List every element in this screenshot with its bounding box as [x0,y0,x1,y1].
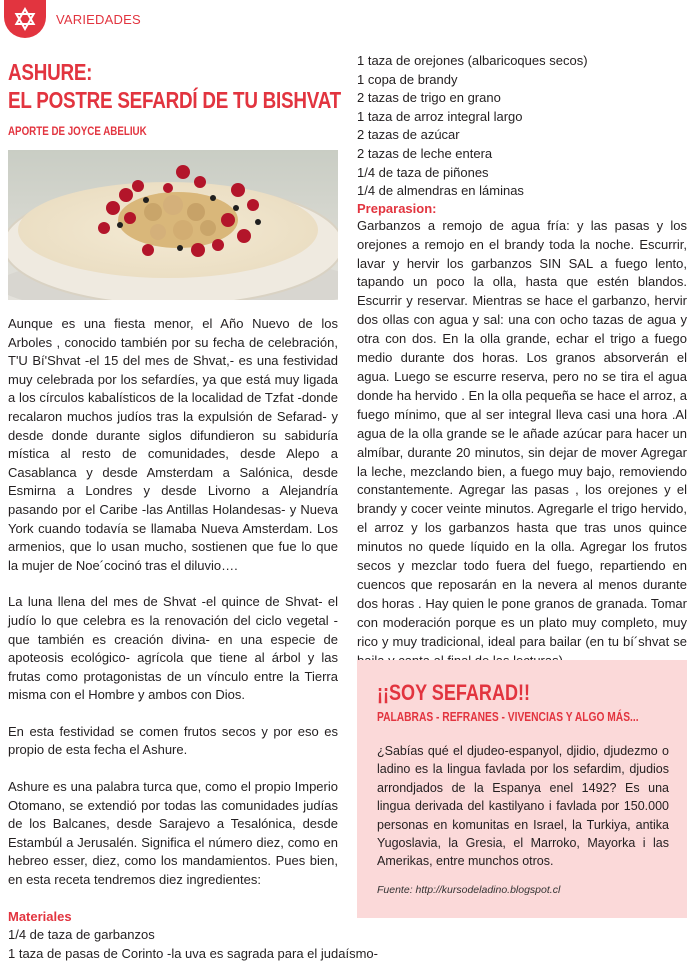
star-of-david-icon [13,7,37,31]
article-title-line-1: ASHURE: [8,59,93,85]
ingredient-item: 1/4 de taza de piñones [357,164,489,180]
article-body-right [357,52,687,671]
ingredients-list-right [357,52,687,201]
paragraph-shvat: La luna llena del mes de Shvat -el quince de Shvat- el judío lo que celebra es la renovación del ciclo vegetal -que también es creación divina- en una especie de apoteosis ecológico- agrícola que tiene al árbol y las frutas como protagonistas de un vínculo entre la Tierra misma con el Hombre y ambos con Dios. [8,594,338,703]
paragraph-intro: Aunque es una fiesta menor, el Año Nuevo de los Arboles , conocido también por su fecha de celebración, T'U Bí'Shvat -el 15 del mes de Shvat,- es una festividad muy celebrada por los sefardíes, ya que está muy ligada a los círculos kabalísticos de la localidad de Tzfat -donde recalaron muchos judíos tras la expulsión de Sefarad- y desde donde durante siglos difundieron su sabiduría mística al resto de comunidades, desde Alepo a Casablanca y desde Amsterdam a Salónica, desde Esmirna a Londres y desde Livorno a Alejandría pasando por el Caribe -las Antillas Holandesas- y Nueva York cuando todavía se llamaba Nueva Amsterdam. Los armenios, que lo usan mucho, sostienen que fue lo que la mujer de Noe´cocinó tras el diluvio…. [8,316,338,573]
ingredient-item: 1 taza de orejones (albaricoques secos) [357,53,588,68]
ingredient-item: 2 tazas de azúcar [357,127,460,143]
paragraph-ashure-meaning: Ashure es una palabra turca que, como el propio Imperio Otomano, se extendió por todas las comunidades judías de los Balcanes, desde Sarajevo a Tesalónica, desde Estambúl a Jerusalén. Significa el número diez, como en hebreo esser, diez, como los mandamientos. Pues bien, en esta receta tendremos diez ingredientes: [8,779,338,888]
section-label: VARIEDADES [56,12,141,27]
preparation-heading: Preparasion: [357,200,437,216]
box-title: ¡¡SOY SEFARAD!! [377,680,531,705]
box-subtitle: PALABRAS - REFRANES - VIVENCIAS Y ALGO MÁS... [377,710,639,724]
ashure-photo [8,150,338,300]
article-body-left [8,315,378,963]
box-text: ¿Sabías qué el djudeo-espanyol, djidio, djudezmo o ladino es la lingua favlada por los sefardim, djudios arrondjados de la Espanya enel 1492? Es una lingua derivada del kastilyano i favlada por 150.000 personas en komunitas en Israel, la Turkiya, antika Yugoslavia, la Gresia, el Marroko, Mayorka i las Amerikas, entre munchos otros. [377,744,669,869]
ingredient-item: 1/4 de taza de garbanzos [8,927,155,943]
ingredient-item: 2 tazas de leche entera [357,145,493,161]
preparation-text: Garbanzos a remojo de agua fría: y las pasas y los orejones a remojo en el brandy toda la noche. Escurrir, lavar y hervir los garbanzos SIN SAL a fuego lento, tapando un poco la olla, hasta que estén blandos. Escurrir y reservar. Mientras se hace el garbanzo, hervir dos ollas con agua y sal: una con ocho tazas de agua y otra con dos. En la olla grande, echar el trigo a fuego medio durante dos horas. Los granos absorverán el agua. Luego se escurre reserva, pero no se tira el agua donde ha hervido . En la olla pequeña se hace el arroz, a fuego mínimo, que al ser integral lleva casi una hora .Al agua de la olla grande se le añade azúcar para hacer un almíbar, durante 20 minutos, sin dejar de mover Agregar la leche, mezclando bien, a fuego muy bajo, removiendo constantemente. Agregar las pasas , los orejones y el brandy y cocer veinte minutos. Agregarle el trigo hervido, el arroz y los garbanzos hasta que tras unos quince minutos no quede líquido en la olla. Agregar los frutos secos y mezclar todo fuera del fuego, repartiendo en cuencos que reposarán en la nevera al menos durante dos horas . Hay quien le pone granos de granada. Tomar con moderación porque es un plato muy completo, muy rico y muy tradicional, ideal para bailar (en tu bí´shvat se [357,217,687,649]
article-heading [8,58,341,138]
star-badge [4,0,46,38]
ingredient-item: 1 taza de pasas de Corinto -la uva es sagrada para el judaísmo- [8,945,378,961]
ingredient-item: 1 taza de arroz integral largo [357,108,523,124]
materials-heading: Materiales [8,908,72,924]
soy-sefarad-box [357,660,687,918]
box-source: Fuente: http://kursodeladino.blogspot.cl [377,884,561,896]
ingredients-list-left [8,926,378,963]
ingredient-item: 1/4 de almendras en láminas [357,183,524,199]
article-author: APORTE DE JOYCE ABELIUK [8,126,147,138]
header [0,0,700,40]
paragraph-frutos-secos: En esta festividad se comen frutos secos y por eso es propio de esta fecha el Ashure. [8,723,338,758]
ingredient-item: 2 tazas de trigo en grano [357,90,501,106]
article-title-line-2: EL POSTRE SEFARDÍ DE TU BISHVAT [8,87,341,113]
ingredient-item: 1 copa de brandy [357,71,458,87]
